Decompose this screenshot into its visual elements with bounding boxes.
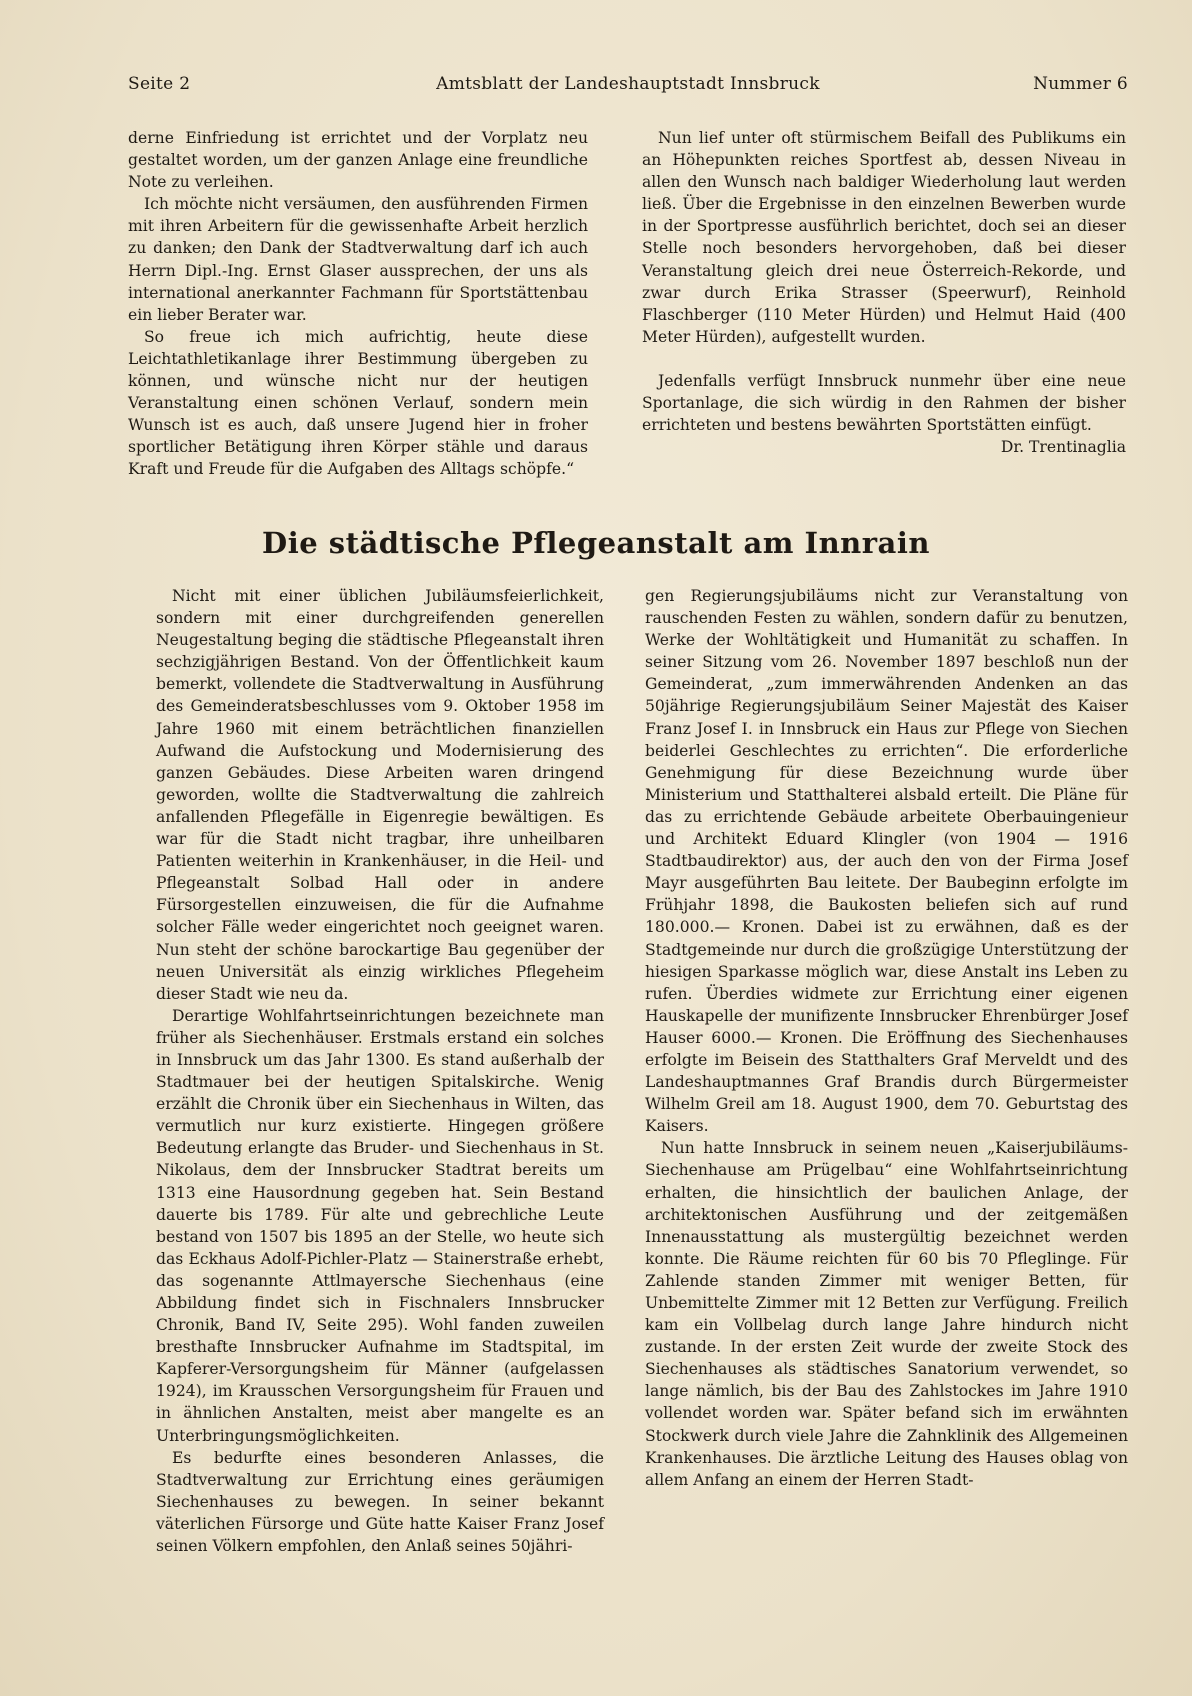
top-left-column [128, 127, 588, 481]
paragraph: Derartige Wohlfahrtseinrichtungen bezeichnete man früher als Siechenhäuser. Erstmals erstand ein solches in Innsbruck um das Jahr 1300. Es stand außerhalb der Stadtmauer bei der heutigen Spitalskirche. Wenig erzählt die Chronik über ein Siechenhaus in Wilten, das vermutlich nur kurz existierte. Hingegen größere Bedeutung erlangte das Bruder- und Siechenhaus in St. Nikolaus, dem der Innsbrucker Stadtrat bereits um 1313 eine Hausordnung gegeben hat. Sein Bestand dauerte bis 1789. Für alte und gebrechliche Leute bestand von 1507 bis 1895 an der Stelle, wo heute sich das Eckhaus Adolf-Pichler-Platz — Stainerstraße erhebt, das sogenannte Attlmayersche Siechenhaus (eine Abbildung findet sich in Fischnalers Innsbrucker Chronik, Band IV, Seite 295). Wohl fanden zuweilen bresthafte Innsbrucker Aufnahme im Stadtspital, im Kapferer-Versorgungsheim für Männer (aufgelassen 1924), im Krausschen Versorgungsheim für Frauen und in ähnlichen Anstalten, meist aber mangelte es an Unterbringungsmöglichkeiten. [156, 1006, 604, 1445]
article-left-column [156, 585, 604, 1557]
paragraph: gen Regierungsjubiläums nicht zur Veranstaltung von rauschenden Festen zu wählen, sondern dafür zu benutzen, Werke der Wohltätigkeit und Humanität zu schaffen. In seiner Sitzung vom 26. November 1897 beschloß nun der Gemeinderat, „zum immerwährenden Andenken an das 50jährige Regierungsjubiläum Seiner Majestät des Kaiser Franz Josef I. in Innsbruck ein Haus zur Pflege von Siechen beiderlei Geschlechtes zu errichten“. Die erforderliche Genehmigung für diese Bezeichnung wurde über Ministerium und Statthalterei alsbald erteilt. Die Pläne für das zu errichtende Gebäude arbeitete Oberbauingenieur und Architekt Eduard Klingler (von 1904 — 1916 Stadtbaudirektor) aus, der auch den von der Firma Josef Mayr ausgeführten Bau leitete. Der Baubeginn erfolgte im Frühjahr 1898, die Baukosten beliefen sich auf rund 180.000.— Kronen. Dabei ist zu erwähnen, daß es der Stadtgemeinde nur durch die großzügige Unterstützung der hiesigen Sparkasse möglich war, diese Anstalt ins Leben zu rufen. Überdies widmete zur Errichtung einer eigenen Hauskapelle der munifizente Innsbrucker Ehrenbürger Josef Hauser 6000.— Kronen. Die Eröffnung des Siechenhauses erfolgte im Beisein des Statthalters Graf Merveldt und des Landeshauptmannes Graf Brandis durch Bürgermeister Wilhelm Greil am 18. August 1900, dem 70. Geburtstag des Kaisers. [645, 587, 1128, 1136]
issue-number: Nummer 6 [1033, 74, 1128, 94]
top-right-column [642, 127, 1126, 458]
paragraph: Es bedurfte eines besonderen Anlasses, die Stadtverwaltung zur Errichtung eines geräumigen Siechenhauses zu bewegen. In seiner bekannt väterlichen Fürsorge und Güte hatte Kaiser Franz Josef seinen Völkern empfohlen, den Anlaß seines 50jähri- [156, 1448, 604, 1556]
author-signature: Dr. Trentinaglia [1000, 438, 1126, 457]
publication-title: Amtsblatt der Landeshauptstadt Innsbruck [436, 74, 820, 94]
paragraph: Jedenfalls verfügt Innsbruck nunmehr über eine neue Sportanlage, die sich würdig in den Rahmen der bisher errichteten und bestens bewährten Sportstätten einfügt. [642, 371, 1126, 435]
article-title: Die städtische Pflegeanstalt am Innrain [262, 526, 930, 560]
paragraph: Nicht mit einer üblichen Jubiläumsfeierlichkeit, sondern mit einer durchgreifenden generellen Neugestaltung beging die städtische Pflegeanstalt ihren sechzigjährigen Bestand. Von der Öffentlichkeit kaum bemerkt, vollendete die Stadtverwaltung in Ausführung des Gemeinderatsbeschlusses vom 9. Oktober 1958 im Jahre 1960 mit einem beträchtlichen finanziellen Aufwand die Aufstockung und Modernisierung des ganzen Gebäudes. Diese Arbeiten waren dringend geworden, wollte die Stadtverwaltung die zahlreich anfallenden Pflegefälle in Eigenregie bewältigen. Es war für die Stadt nicht tragbar, ihre unheilbaren Patienten weiterhin in Krankenhäuser, in die Heil- und Pflegeanstalt Solbad Hall oder in andere Fürsorgestellen einzuweisen, die für die Aufnahme solcher Fälle weder eingerichtet noch geeignet waren. Nun steht der schöne barockartige Bau gegenüber der neuen Universität als einzig wirkliches Pflegeheim dieser Stadt wie neu da. [156, 587, 604, 1003]
article-right-column [645, 585, 1128, 1491]
paragraph: Ich möchte nicht versäumen, den ausführenden Firmen mit ihren Arbeitern für die gewissenhafte Arbeit herzlich zu danken; den Dank der Stadtverwaltung darf ich auch Herrn Dipl.-Ing. Ernst Glaser aussprechen, der uns als international anerkannter Fachmann für Sportstättenbau ein lieber Berater war. [128, 195, 588, 324]
signature-line [642, 436, 1126, 458]
paragraph: Nun hatte Innsbruck in seinem neuen „Kaiserjubiläums-Siechenhause am Prügelbau“ eine Wohlfahrtseinrichtung erhalten, die hinsichtlich der baulichen Anlage, der architektonischen Ausführung und der zeitgemäßen Innenausstattung als mustergültig bezeichnet werden konnte. Die Räume reichten für 60 bis 70 Pfleglinge. Für Zahlende standen Zimmer mit weniger Betten, für Unbemittelte Zimmer mit 12 Betten zur Verfügung. Freilich kam ein Vollbelag durch lange Jahre hindurch nicht zustande. In der ersten Zeit wurde der zweite Stock des Siechenhauses als städtisches Sanatorium verwendet, so lange nämlich, bis der Bau des Zahlstockes im Jahre 1910 vollendet worden war. Später befand sich im erwähnten Stockwerk durch viele Jahre die Zahnklinik des Allgemeinen Krankenhauses. Die ärztliche Leitung des Hauses oblag von allem Anfang an einem der Herren Stadt- [645, 1139, 1128, 1489]
paragraph: Nun lief unter oft stürmischem Beifall des Publikums ein an Höhepunkten reiches Sportfest ab, dessen Niveau in allen den Wunsch nach baldiger Wiederholung laut werden ließ. Über die Ergebnisse in den einzelnen Bewerben wurde in der Sportpresse ausführlich berichtet, doch sei an dieser Stelle noch besonders hervorgehoben, daß bei dieser Veranstaltung gleich drei neue Österreich-Rekorde, und zwar durch Erika Strasser (Speerwurf), Reinhold Flaschberger (110 Meter Hürden) und Helmut Haid (400 Meter Hürden), aufgestellt wurden. [642, 129, 1126, 346]
paragraph: So freue ich mich aufrichtig, heute diese Leichtathletikanlage ihrer Bestimmung übergeben zu können, und wünsche nicht nur der heutigen Veranstaltung einen schönen Verlauf, sondern mein Wunsch ist es auch, daß unsere Jugend hier in froher sportlicher Betätigung ihren Körper stähle und daraus Kraft und Freude für die Aufgaben des Alltags schöpfe.“ [128, 327, 588, 479]
page-number: Seite 2 [128, 74, 191, 94]
paragraph: derne Einfriedung ist errichtet und der Vorplatz neu gestaltet worden, um der ganzen Anlage eine freundliche Note zu verleihen. [128, 129, 588, 192]
page-header [128, 74, 1128, 98]
